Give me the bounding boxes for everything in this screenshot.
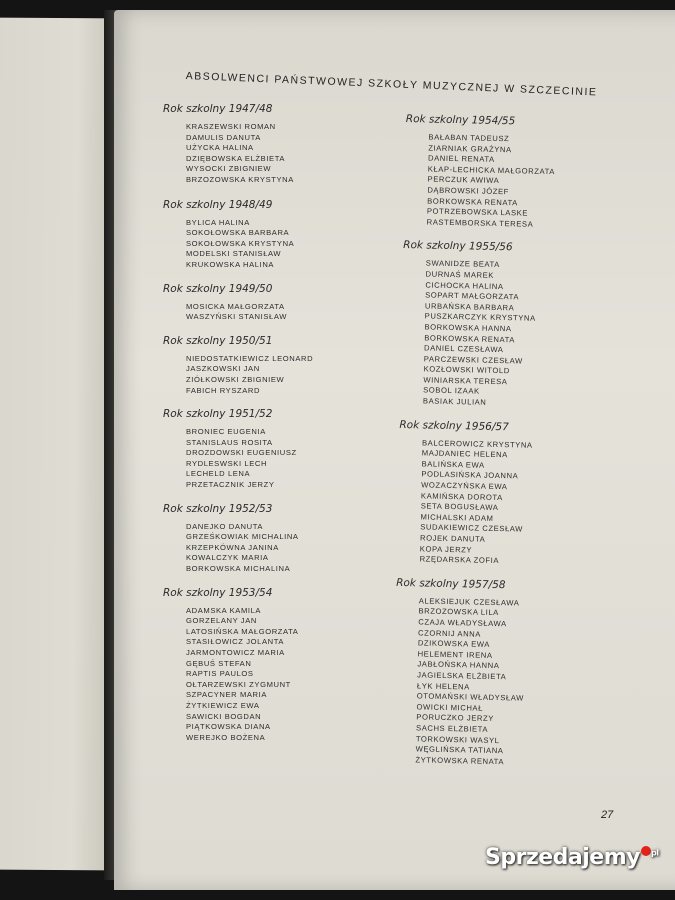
left-column	[163, 102, 363, 754]
graduate-name: KAMIŃSKA DOROTA	[420, 491, 503, 502]
graduate-name: CZAJA WŁADYSŁAWA	[418, 617, 507, 629]
graduate-name: RASTEMBORSKA TERESA	[426, 217, 534, 229]
graduate-name: LATOSIŃSKA MAŁGORZATA	[186, 626, 299, 636]
graduate-name: HELEMENT IRENA	[417, 649, 493, 660]
graduate-list	[186, 218, 363, 271]
year-prefix: Rok szkolny	[163, 282, 226, 295]
graduate-name: NIEDOSTATKIEWICZ LEONARD	[186, 353, 314, 363]
graduate-name: KRZEPKÓWNA JANINA	[186, 542, 279, 552]
graduate-name: KOPA JERZY	[419, 543, 473, 555]
graduate-name: SZPACYNER MARIA	[186, 690, 268, 700]
graduate-name: GORZELANY JAN	[186, 616, 257, 626]
year-heading	[396, 576, 616, 595]
graduate-name: MODELSKI STANISŁAW	[186, 249, 282, 259]
graduate-name: BRZOZOWSKA LILA	[418, 606, 499, 618]
graduate-name: BORKOWSKA RENATA	[427, 196, 518, 207]
graduate-name: DURNAŚ MAREK	[425, 269, 495, 280]
graduate-name: TORKOWSKI WASYL	[415, 733, 500, 745]
graduate-name: URBAŃSKA BARBARA	[424, 301, 515, 313]
school-year: 1949/50	[228, 282, 273, 295]
graduate-name: BALCEROWICZ KRYSTYNA	[421, 438, 533, 450]
school-year: 1954/55	[471, 114, 516, 128]
graduate-name: KRUKOWSKA HALINA	[186, 259, 275, 269]
graduate-name: PARCZEWSKI CZESŁAW	[423, 354, 523, 366]
graduate-name: PRZETACZNIK JERZY	[186, 480, 275, 490]
graduate-name: SOBOL IZAAK	[423, 385, 480, 397]
school-year: 1947/48	[228, 103, 273, 115]
graduate-name: SWANIDZE BEATA	[425, 258, 500, 270]
year-prefix: Rok szkolny	[163, 502, 226, 515]
graduate-name: PORUCZKO JERZY	[416, 712, 494, 724]
year-group	[163, 198, 363, 271]
graduate-name: JAGIELSKA ELŻBIETA	[417, 670, 507, 682]
graduate-name: UŻYCKA HALINA	[186, 143, 254, 153]
graduate-name: OŁTARZEWSKI ZYGMUNT	[186, 679, 291, 689]
graduate-name: DANEJKO DANUTA	[186, 521, 264, 531]
school-year: 1957/58	[461, 578, 506, 591]
graduate-name: GRZEŚKOWIAK MICHALINA	[186, 532, 299, 542]
watermark-tld: pl	[651, 848, 659, 858]
graduate-name: SUDAKIEWICZ CZESŁAW	[420, 522, 524, 534]
graduate-name: BAŁABAN TADEUSZ	[428, 132, 510, 144]
graduate-name: CZORNIJ ANNA	[418, 627, 482, 639]
graduate-list	[186, 522, 363, 575]
graduate-name: ZIARNIAK GRAŻYNA	[428, 143, 512, 154]
graduate-name: DANIEL CZESŁAWA	[423, 343, 504, 355]
year-group	[163, 586, 363, 744]
graduate-name: SAWICKI BOGDAN	[186, 711, 262, 721]
year-group	[163, 407, 363, 491]
school-year: 1951/52	[228, 408, 273, 421]
graduate-name: WEREJKO BOŻENA	[186, 732, 266, 742]
school-year: 1956/57	[465, 419, 509, 433]
year-heading	[163, 407, 363, 421]
year-group	[163, 502, 363, 575]
year-heading	[163, 198, 363, 212]
graduate-name: BORKOWSKA MICHALINA	[186, 564, 291, 574]
graduate-name: DZIKOWSKA EWA	[417, 638, 491, 650]
graduate-list	[423, 259, 623, 411]
year-heading	[163, 586, 363, 600]
graduate-name: WINIARSKA TERESA	[423, 375, 508, 387]
graduate-name: DZIĘBOWSKA ELŻBIETA	[186, 153, 286, 163]
year-prefix: Rok szkolny	[163, 408, 226, 421]
graduate-name: SOKOŁOWSKA KRYSTYNA	[186, 238, 295, 248]
graduate-name: BORKOWSKA HANNA	[424, 322, 512, 334]
year-group	[400, 238, 623, 411]
graduate-name: PODLASIŃSKA JOANNA	[421, 469, 519, 481]
school-year: 1952/53	[228, 502, 273, 515]
graduate-name: STASIŁOWICZ JOLANTA	[186, 637, 285, 647]
graduate-name: SACHS ELŻBIETA	[416, 723, 489, 734]
graduate-name: KOWALCZYK MARIA	[186, 553, 269, 563]
year-heading	[403, 238, 623, 257]
graduate-name: PERCZUK AWIWA	[427, 174, 500, 186]
year-group	[404, 112, 626, 232]
graduate-list	[186, 427, 363, 491]
year-group	[163, 334, 363, 396]
graduate-name: BALIŃSKA EWA	[421, 459, 485, 470]
year-heading	[399, 418, 619, 437]
graduate-name: WĘGLIŃSKA TATIANA	[415, 744, 504, 756]
graduate-name: KŁAP-LECHICKA MAŁGORZATA	[427, 164, 556, 176]
graduate-list	[186, 122, 363, 186]
year-prefix: Rok szkolny	[403, 239, 466, 253]
graduate-name: MAJDANIEC HELENA	[421, 448, 508, 460]
graduate-name: PIĄTKOWSKA DIANA	[186, 722, 271, 732]
year-heading	[163, 334, 363, 348]
year-group	[392, 576, 616, 770]
graduate-name: RYDLESWSKI LECH	[186, 458, 268, 468]
graduate-name: SETA BOGUSŁAWA	[420, 501, 499, 513]
graduate-name: ŻYTKOWSKA RENATA	[415, 755, 505, 766]
graduate-name: RAPTIS PAULOS	[186, 669, 254, 679]
graduate-name: WASZYŃSKI STANISŁAW	[186, 312, 287, 322]
school-year: 1950/51	[228, 334, 273, 347]
year-prefix: Rok szkolny	[405, 112, 469, 127]
year-prefix: Rok szkolny	[163, 586, 226, 599]
graduate-list	[427, 132, 626, 231]
year-group	[163, 102, 363, 186]
graduate-name: BRZOZOWSKA KRYSTYNA	[186, 174, 294, 184]
graduate-name: POTRZEBOWSKA LASKE	[426, 206, 529, 218]
graduate-name: ROJEK DANUTA	[419, 533, 486, 544]
watermark-name: Sprzedajemy	[485, 845, 640, 870]
graduate-name: MICHALSKI ADAM	[420, 512, 494, 523]
graduate-name: GĘBUŚ STEFAN	[186, 658, 252, 668]
watermark-logo	[485, 845, 665, 883]
graduate-name: WYSOCKI ZBIGNIEW	[186, 164, 272, 174]
graduate-list	[186, 354, 363, 396]
graduate-name: BASIAK JULIAN	[422, 396, 487, 407]
graduate-name: OTOMAŃSKI WŁADYSŁAW	[416, 691, 525, 703]
graduate-name: JARMONTOWICZ MARIA	[186, 648, 285, 657]
year-heading	[163, 282, 363, 296]
graduate-name: ADAMSKA KAMILA	[186, 605, 262, 615]
graduate-name: STANISLAUS ROSITA	[186, 437, 273, 447]
graduate-list	[186, 302, 363, 323]
graduate-name: DAMULIS DANUTA	[186, 132, 261, 142]
graduate-name: BRONIEC EUGENIA	[186, 427, 266, 437]
graduate-name: BORKOWSKA RENATA	[424, 332, 516, 344]
year-prefix: Rok szkolny	[396, 576, 459, 590]
year-prefix: Rok szkolny	[399, 418, 462, 432]
school-year: 1955/56	[468, 240, 513, 254]
graduate-name: SOPART MAŁGORZATA	[425, 290, 520, 302]
graduate-name: RZĘDARSKA ZOFIA	[419, 554, 500, 566]
graduate-name: FABICH RYSZARD	[186, 385, 261, 395]
right-column	[392, 112, 626, 781]
page-heading: ABSOLWENCI PAŃSTWOWEJ SZKOŁY MUZYCZNEJ W SZCZECINIE	[185, 70, 598, 99]
graduate-name: OWICKI MICHAŁ	[416, 702, 484, 713]
graduate-name: ŻYTKIEWICZ EWA	[186, 700, 260, 710]
year-heading	[163, 502, 363, 516]
year-prefix: Rok szkolny	[163, 198, 226, 211]
graduate-list	[186, 606, 363, 744]
school-year: 1948/49	[228, 198, 273, 211]
graduate-name: ŁYK HELENA	[416, 680, 470, 691]
graduate-name: SOKOŁOWSKA BARBARA	[186, 228, 290, 238]
year-group	[163, 282, 363, 323]
graduate-list	[415, 596, 616, 770]
school-year: 1953/54	[228, 586, 273, 599]
graduate-name: WOZACZYŃSKA EWA	[421, 480, 508, 492]
graduate-list	[420, 438, 620, 569]
graduate-name: DANIEL RENATA	[427, 153, 495, 165]
year-heading	[163, 102, 363, 116]
graduate-name: ALEKSIEJUK CZESŁAWA	[418, 596, 520, 608]
graduate-name: JABŁOŃSKA HANNA	[417, 659, 500, 671]
graduate-name: ZIÓŁKOWSKI ZBIGNIEW	[186, 374, 285, 384]
year-group	[397, 418, 620, 570]
watermark-dot-icon	[641, 846, 651, 856]
page-number: 27	[601, 809, 614, 821]
year-prefix: Rok szkolny	[163, 103, 226, 115]
graduate-name: JASZKOWSKI JAN	[186, 364, 260, 374]
year-prefix: Rok szkolny	[163, 334, 226, 347]
graduate-name: BYLICA HALINA	[186, 217, 250, 227]
graduate-name: LECHELD LENA	[186, 469, 251, 479]
graduate-name: KOZŁOWSKI WITOLD	[423, 364, 510, 376]
left-page	[0, 18, 115, 871]
graduate-name: CICHOCKA HALINA	[425, 279, 504, 291]
graduate-name: KRASZEWSKI ROMAN	[186, 122, 276, 131]
graduate-name: DROZDOWSKI EUGENIUSZ	[186, 448, 297, 458]
graduate-name: MOSICKA MAŁGORZATA	[186, 301, 285, 311]
graduate-name: PUSZKARCZYK KRYSTYNA	[424, 311, 536, 324]
graduate-name: DĄBROWSKI JÓZEF	[427, 185, 510, 197]
